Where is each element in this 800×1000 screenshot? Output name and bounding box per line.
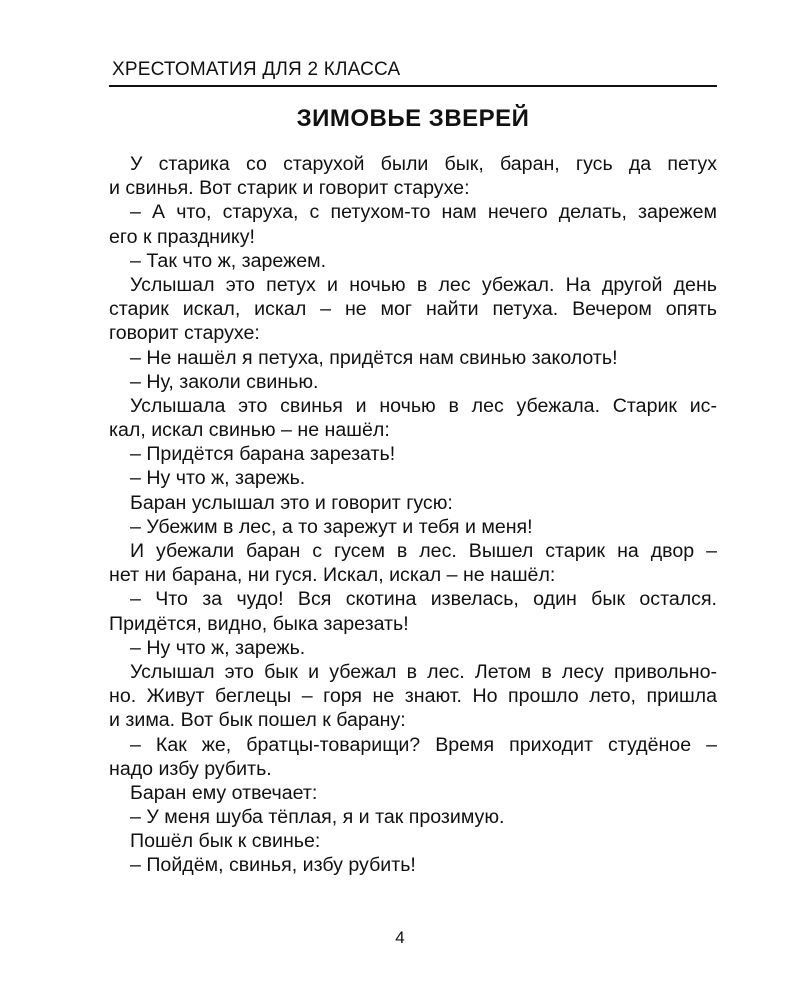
text-line: говорит старухе: [109, 322, 260, 345]
text-line: Услышал это бык и убежал в лес. Летом в лесу привольно- [130, 660, 717, 683]
text-line: – Ну что ж, зарежь. [130, 636, 306, 659]
text-line: Пошёл бык к свинье: [130, 830, 321, 853]
running-header: ХРЕСТОМАТИЯ ДЛЯ 2 КЛАССА [112, 59, 401, 80]
text-line: – Как же, братцы-товарищи? Время приходит студёное – [130, 733, 717, 756]
text-line: Придётся, видно, быка зарезать! [109, 612, 409, 635]
text-line: старик искал, искал – не мог найти петуха. Вечером опять [109, 298, 717, 321]
text-line: – Так что ж, зарежем. [130, 249, 327, 272]
text-line: – Пойдём, свинья, избу рубить! [130, 854, 416, 877]
text-line: Баран ему отвечает: [130, 781, 318, 804]
text-line: и зима. Вот бык пошел к барану: [109, 709, 406, 732]
text-line: кал, искал свинью – не нашёл: [109, 419, 390, 442]
text-line: но. Живут беглецы – горя не знают. Но прошло лето, пришла [109, 685, 717, 708]
text-line: Баран услышал это и говорит гусю: [130, 491, 453, 514]
text-line: – Не нашёл я петуха, придётся нам свинью заколоть! [130, 346, 618, 369]
story-title: ЗИМОВЬЕ ЗВЕРЕЙ [296, 105, 530, 132]
text-line: И убежали баран с гусем в лес. Вышел старик на двор – [130, 540, 717, 562]
page-number: 4 [395, 928, 405, 947]
text-line: – А что, старуха, с петухом-то нам нечего делать, зарежем [130, 201, 717, 224]
text-line: надо избу рубить. [109, 757, 272, 780]
text-line: – Ну, заколи свинью. [130, 370, 319, 393]
text-line: Услышал это петух и ночью в лес убежал. На другой день [130, 273, 717, 296]
text-line: – Придётся барана зарезать! [130, 443, 396, 466]
text-line: У старика со старухой были бык, баран, гусь да петух [130, 153, 717, 175]
text-line: и свинья. Вот старик и говорит старухе: [109, 177, 470, 200]
text-line: – Ну что ж, зарежь. [130, 467, 306, 490]
story-body [109, 152, 717, 878]
text-line: – Что за чудо! Вся скотина извелась, один бык остался. [130, 588, 717, 611]
text-line: нет ни барана, ни гуся. Искал, искал – не нашёл: [109, 564, 556, 587]
text-line: – У меня шуба тёплая, я и так прозимую. [130, 806, 505, 829]
text-line: Услышала это свинья и ночью в лес убежала. Старик ис- [130, 394, 717, 417]
text-line: – Убежим в лес, а то зарежут и тебя и меня! [130, 515, 533, 538]
text-line: его к празднику! [109, 225, 255, 248]
header-rule [109, 85, 717, 87]
